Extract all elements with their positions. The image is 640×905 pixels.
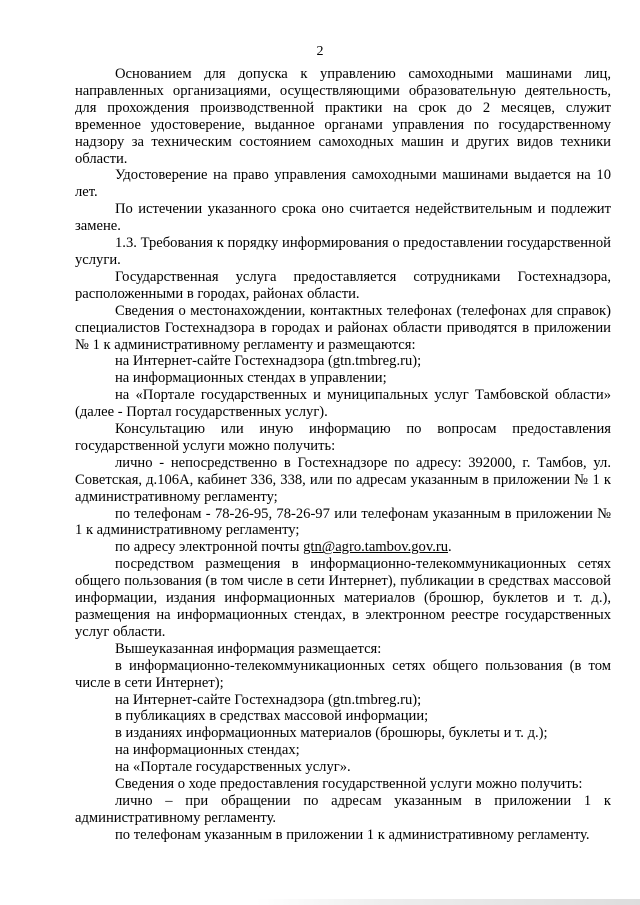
scan-edge: [0, 899, 640, 905]
document-body: [75, 66, 611, 844]
paragraph-info-placement: Вышеуказанная информация размещается:: [115, 640, 382, 657]
list-item-in-person-2: лично – при обращении по адресам указанным в приложении 1 к административному регламенту.: [75, 792, 611, 826]
paragraph-admission-basis: Основанием для допуска к управлению самоходными машинами лиц, направленных организациями, осуществляющими образовательную деятельность, для прохождения производственной практики на срок до 2 месяцев, служит временное удостоверение, выданное органами управления по государственному надзору за техническим состоянием самоходных машин и других видов техники области.: [75, 66, 611, 167]
paragraph-status-info: Сведения о ходе предоставления государственной услуги можно получить:: [115, 776, 583, 793]
list-item-publications: в публикациях в средствах массовой информации;: [115, 708, 429, 725]
list-item-portal: на «Портале государственных и муниципальных услуг Тамбовской области» (далее - Портал государственных услуг).: [75, 387, 611, 421]
list-item-in-person: лично - непосредственно в Гостехнадзоре по адресу: 392000, г. Тамбов, ул. Советская, д.106А, кабинет 336, 338, или по адресам указанным в приложении № 1 к административному регламенту;: [75, 454, 611, 505]
email-prefix: по адресу электронной почты: [115, 539, 304, 556]
section-heading-1-3: 1.3. Требования к порядку информирования о предоставлении государственной услуги.: [75, 235, 611, 268]
list-item-phones-2: по телефонам указанным в приложении 1 к административному регламенту.: [115, 826, 590, 843]
list-item-email: [75, 539, 611, 556]
list-item-stands-2: на информационных стендах;: [115, 742, 300, 759]
paragraph-service-provider: Государственная услуга предоставляется сотрудниками Гостехнадзора, расположенными в городах, районах области.: [75, 268, 611, 302]
list-item-materials: в изданиях информационных материалов (брошюры, буклеты и т. д.);: [115, 725, 548, 742]
email-suffix: .: [448, 539, 452, 556]
list-item-portal-2: на «Портале государственных услуг».: [115, 759, 351, 776]
email-link[interactable]: gtn@agro.tambov.gov.ru: [303, 539, 448, 556]
list-item-mass-media: посредством размещения в информационно-телекоммуникационных сетях общего пользования (в том числе в сети Интернет), публикации в средствах массовой информации, издания информационных материалов (брошюр, буклетов и т. д.), размещения на информационных стендах, в электронном реестре государственных услуг области.: [75, 556, 611, 640]
list-item-website-2: на Интернет-сайте Гостехнадзора (gtn.tmbreg.ru);: [115, 691, 422, 708]
paragraph-expiry: По истечении указанного срока оно считается недействительным и подлежит замене.: [75, 201, 611, 235]
paragraph-certificate-validity: Удостоверение на право управления самоходными машинами выдается на 10 лет.: [75, 167, 611, 201]
list-item-stands: на информационных стендах в управлении;: [115, 370, 387, 387]
paragraph-consultation: Консультацию или иную информацию по вопросам предоставления государственной услуги можно получить:: [75, 421, 611, 454]
paragraph-contact-info: Сведения о местонахождении, контактных телефонах (телефонах для справок) специалистов Гостехнадзора в городах и районах области приводятся в приложении № 1 к административному регламенту и размещаются:: [75, 302, 611, 353]
list-item-website: на Интернет-сайте Гостехнадзора (gtn.tmbreg.ru);: [115, 353, 422, 370]
page-number: 2: [316, 44, 324, 59]
list-item-networks: в информационно-телекоммуникационных сетях общего пользования (в том числе в сети Интернет);: [75, 657, 611, 691]
list-item-phones: по телефонам - 78-26-95, 78-26-97 или телефонам указанным в приложении № 1 к административному регламенту;: [75, 505, 611, 539]
